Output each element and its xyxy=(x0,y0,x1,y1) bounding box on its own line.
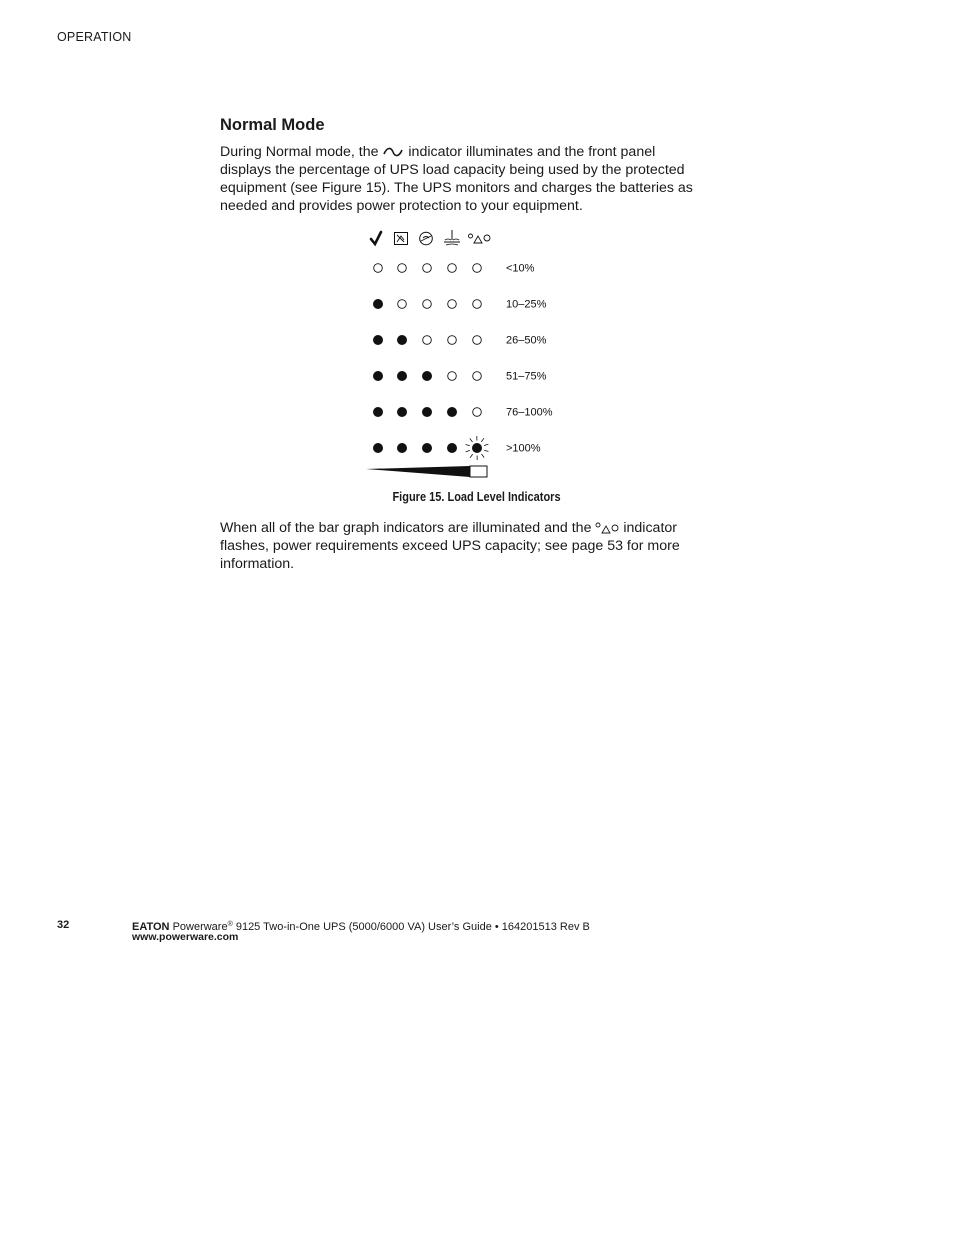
led-on xyxy=(472,443,482,453)
load-range-label: 26–50% xyxy=(506,334,547,347)
led-off xyxy=(398,300,407,309)
led-off xyxy=(473,372,482,381)
led-on xyxy=(373,371,383,381)
led-on xyxy=(397,443,407,453)
indicator-row xyxy=(374,263,535,275)
footer-registered-mark: ® xyxy=(227,921,233,928)
bypass-icon xyxy=(420,232,433,245)
led-on xyxy=(422,443,432,453)
load-bar-wedge xyxy=(366,466,487,477)
led-off xyxy=(423,336,432,345)
paragraph1-text-after: indicator illuminates and the front panel displays the percentage of UPS load capacity being used by the protected equipment (see Figure 15). The UPS monitors and charges the batteries as needed and provides power protection to your equipment. xyxy=(220,144,693,214)
led-on xyxy=(447,443,457,453)
led-off xyxy=(473,408,482,417)
overload-paragraph xyxy=(220,519,710,573)
load-level-indicators-figure xyxy=(364,228,564,484)
led-on xyxy=(447,407,457,417)
led-off xyxy=(423,300,432,309)
page-number: 32 xyxy=(57,919,70,931)
led-off xyxy=(448,372,457,381)
led-off xyxy=(398,264,407,273)
indicator-row xyxy=(373,371,547,383)
overload-icon xyxy=(469,234,491,243)
led-on xyxy=(422,407,432,417)
load-range-label: >100% xyxy=(506,442,541,455)
load-range-label: 76–100% xyxy=(506,406,553,419)
led-off xyxy=(448,300,457,309)
load-range-label: 51–75% xyxy=(506,370,547,383)
led-on xyxy=(373,299,383,309)
led-on xyxy=(397,371,407,381)
led-off xyxy=(448,336,457,345)
led-on xyxy=(373,335,383,345)
running-header: OPERATION xyxy=(57,30,132,44)
led-off xyxy=(473,300,482,309)
figure-caption: Figure 15. Load Level Indicators xyxy=(392,490,562,504)
led-on xyxy=(422,371,432,381)
indicator-row xyxy=(373,407,553,419)
indicator-row xyxy=(373,335,547,347)
load-range-label: 10–25% xyxy=(506,298,547,311)
led-on xyxy=(373,443,383,453)
indicator-row xyxy=(373,299,547,311)
footer-url: www.powerware.com xyxy=(132,931,239,943)
checkmark-icon xyxy=(371,232,381,244)
led-off xyxy=(473,264,482,273)
led-on xyxy=(397,335,407,345)
footer-title-rest: 9125 Two-in-One UPS (5000/6000 VA) User’s Guide • 164201513 Rev B xyxy=(235,921,590,933)
footer-brand: EATON xyxy=(132,921,170,933)
led-off xyxy=(473,336,482,345)
led-off xyxy=(448,264,457,273)
section-title: Normal Mode xyxy=(220,116,325,134)
overload-icon xyxy=(595,522,619,535)
site-wiring-icon xyxy=(444,230,460,245)
load-range-label: <10% xyxy=(506,262,535,275)
footer-product: Powerware xyxy=(172,921,228,933)
battery-icon xyxy=(395,233,408,245)
led-on xyxy=(397,407,407,417)
normal-mode-paragraph xyxy=(220,143,710,215)
led-off xyxy=(374,264,383,273)
sine-wave-icon xyxy=(382,145,404,159)
paragraph2-text-after: indicator flashes, power requirements exceed UPS capacity; see page 53 for more information. xyxy=(220,520,680,572)
paragraph1-text-before: During Normal mode, the xyxy=(220,144,379,160)
paragraph2-text-before: When all of the bar graph indicators are illuminated and the xyxy=(220,520,592,536)
indicator-row xyxy=(373,436,541,460)
led-off xyxy=(423,264,432,273)
led-on xyxy=(373,407,383,417)
